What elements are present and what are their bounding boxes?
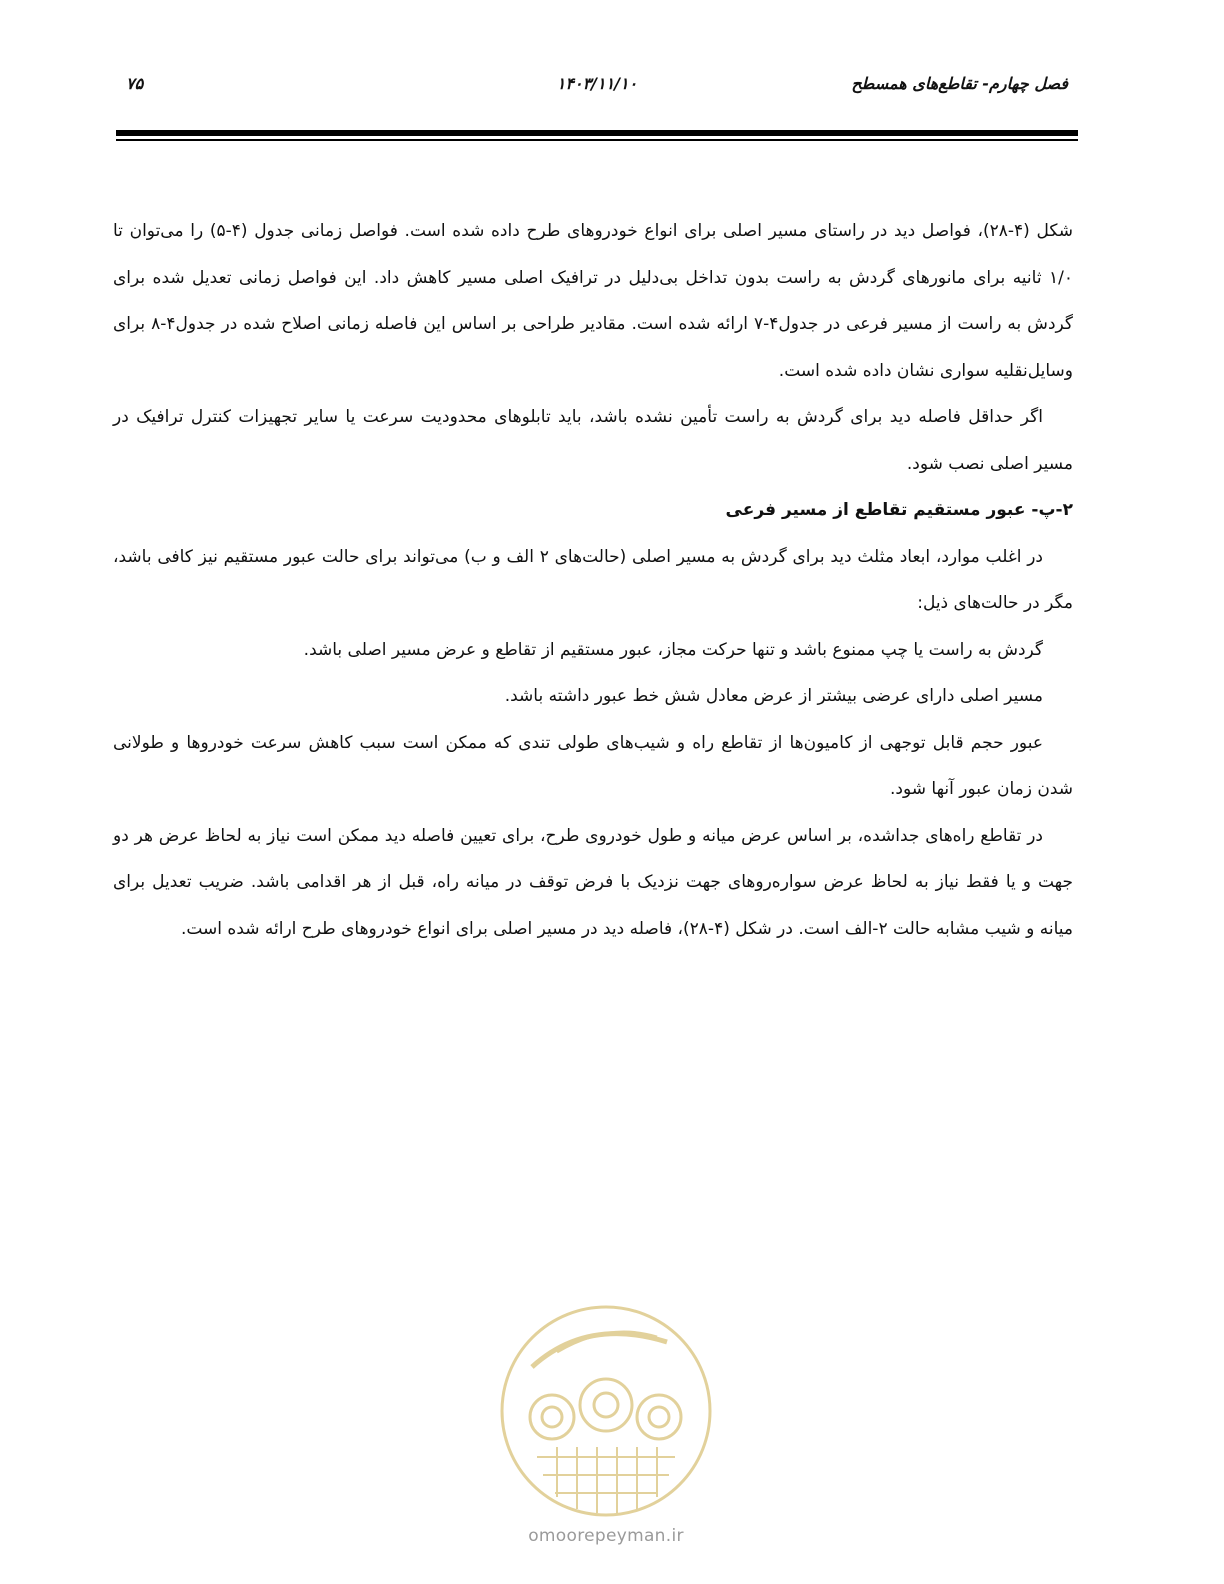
watermark-logo-icon: [497, 1297, 715, 1525]
header-rule-thick: [116, 130, 1078, 136]
section-heading: ۲-پ- عبور مستقیم تقاطع از مسیر فرعی: [725, 500, 1073, 520]
paragraph: عبور حجم قابل توجهی از کامیون‌ها از تقاطع راه و شیب‌های طولی تندی که ممکن است سبب کاهش سرعت خودروها و طولانی شدن زمان عبور آنها شود.: [113, 732, 1073, 799]
document-body: [113, 208, 1073, 952]
page-number: ۷۵: [126, 74, 144, 93]
page-header: [116, 74, 1078, 102]
watermark-logo: [497, 1297, 715, 1525]
paragraph: در تقاطع راه‌های جداشده، بر اساس عرض میانه و طول خودروی طرح، برای تعیین فاصله دید ممکن است نیاز به لحاظ عرض هر دو جهت و یا فقط نیاز به لحاظ عرض سواره‌روهای جهت نزدیک با فرض توقف در میانه راه، قبل از هر اقدامی باشد. ضریب تعدیل برای میانه و شیب مشابه حالت ۲-الف است. در شکل (۴-۲۸)، فاصله دید در مسیر اصلی برای انواع خودروهای طرح ارائه شده است.: [113, 825, 1073, 939]
header-date: ۱۴۰۳/۱۱/۱۰: [556, 74, 638, 93]
paragraph: شکل (۴-۲۸)، فواصل دید در راستای مسیر اصلی برای انواع خودروهای طرح داده شده است. فواصل زمانی جدول (۴-۵) را می‌توان تا ۱/۰ ثانیه برای مانورهای گردش به راست بدون تداخل بی‌دلیل در ترافیک اصلی مسیر کاهش داد. این فواصل زمانی تعدیل شده برای گردش به راست از مسیر فرعی در جدول۴-۷ ارائه شده است. مقادیر طراحی بر اساس این فاصله زمانی اصلاح شده در جدول۴-۸ برای وسایل‌نقلیه سواری نشان داده شده است.: [113, 221, 1073, 381]
watermark-site: omoorepeyman.ir: [528, 1526, 684, 1546]
paragraph: در اغلب موارد، ابعاد مثلث دید برای گردش به مسیر اصلی (حالت‌های ۲ الف و ب) می‌تواند برای حالت عبور مستقیم نیز کافی باشد، مگر در حالت‌های ذیل:: [113, 546, 1073, 613]
paragraph: اگر حداقل فاصله دید برای گردش به راست تأمین نشده باشد، باید تابلوهای محدودیت سرعت یا سایر تجهیزات کنترل ترافیک در مسیر اصلی نصب شود.: [113, 407, 1073, 474]
list-item: مسیر اصلی دارای عرضی بیشتر از عرض معادل شش خط عبور داشته باشد.: [504, 686, 1043, 706]
header-rule-thin: [116, 139, 1078, 141]
chapter-title: فصل چهارم- تقاطع‌های همسطح: [851, 74, 1068, 93]
list-item: گردش به راست یا چپ ممنوع باشد و تنها حرکت مجاز، عبور مستقیم از تقاطع و عرض مسیر اصلی باشد.: [303, 639, 1043, 660]
